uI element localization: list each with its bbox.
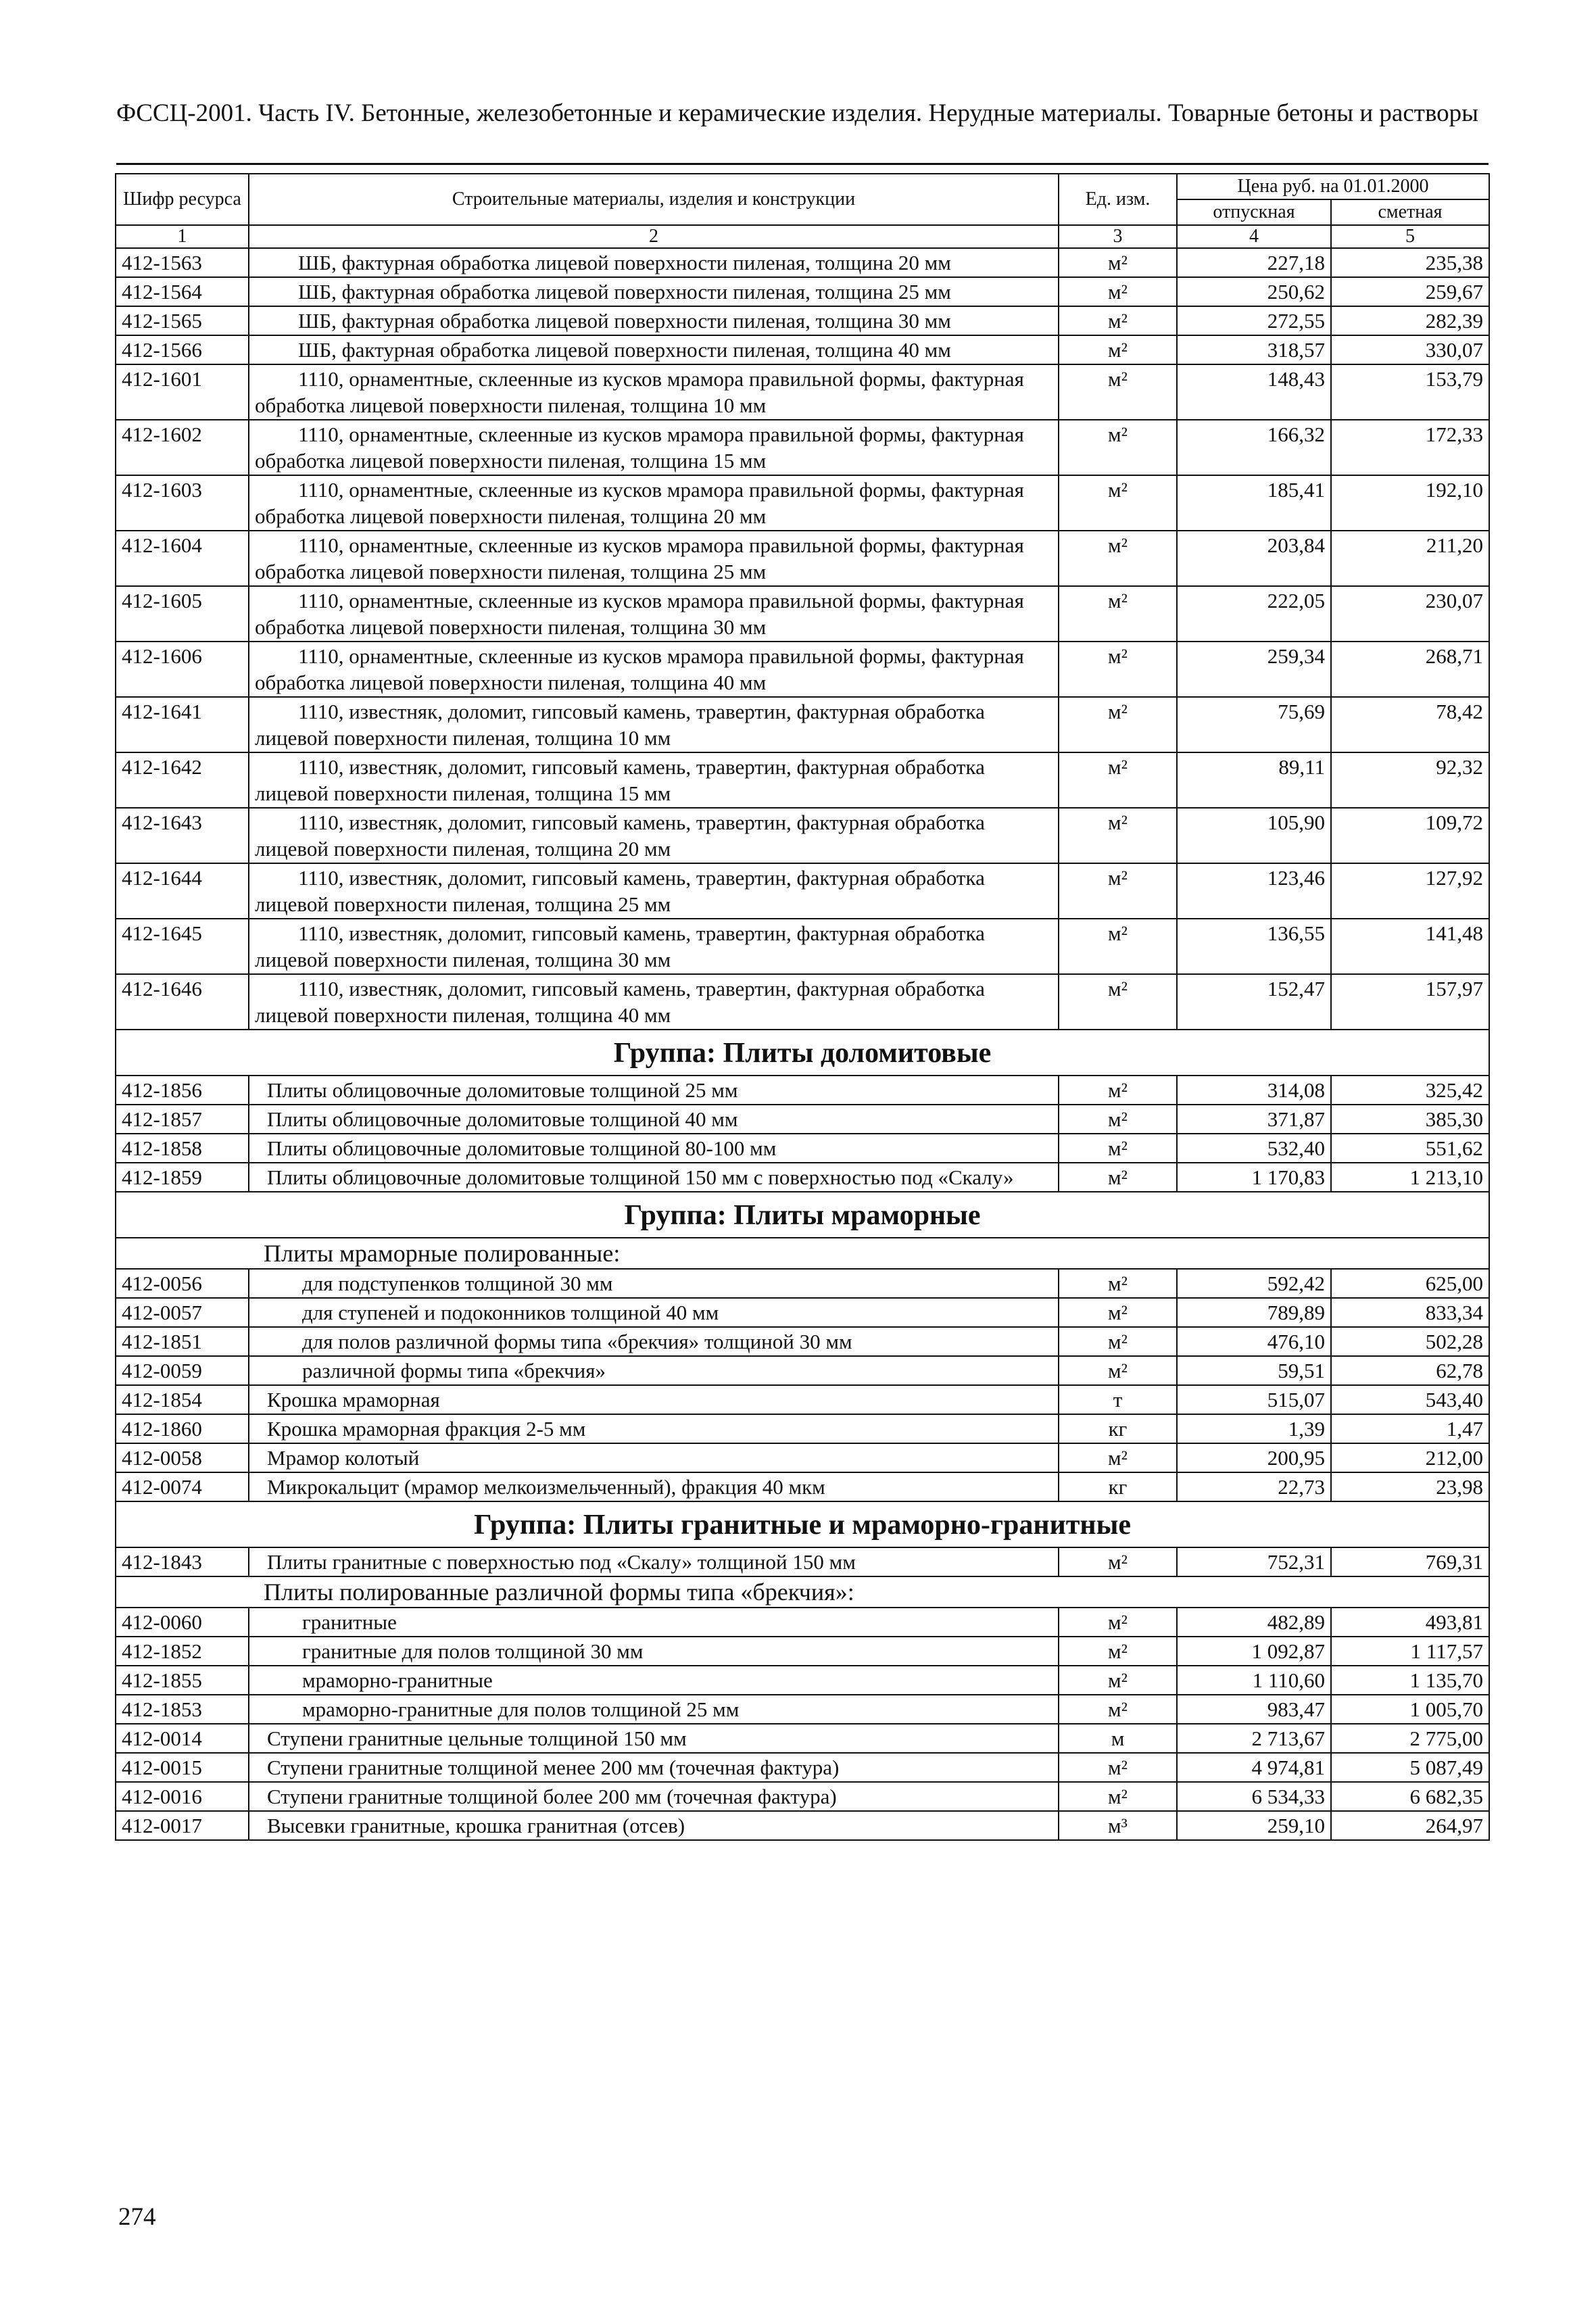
estimate-price: 625,00 [1331, 1269, 1489, 1298]
estimate-price: 127,92 [1331, 863, 1489, 919]
table-row [116, 919, 1489, 974]
resource-code: 412-0015 [116, 1753, 249, 1782]
unit-of-measure: м² [1059, 1076, 1177, 1105]
estimate-price: 1 117,57 [1331, 1637, 1489, 1666]
resource-code: 412-1858 [116, 1134, 249, 1163]
resource-code: 412-1644 [116, 863, 249, 919]
group-heading-row [116, 1030, 1489, 1076]
estimate-price: 543,40 [1331, 1385, 1489, 1414]
estimate-price: 385,30 [1331, 1105, 1489, 1134]
item-description: 1110, известняк, доломит, гипсовый камень, травертин, фактурная обработка лицевой поверхности пиленая, толщина 40 мм [249, 974, 1059, 1030]
resource-code: 412-1645 [116, 919, 249, 974]
table-row [116, 1134, 1489, 1163]
unit-of-measure: м² [1059, 1782, 1177, 1811]
table-row [116, 1327, 1489, 1356]
table-row [116, 1724, 1489, 1753]
resource-code: 412-1854 [116, 1385, 249, 1414]
item-description: мраморно-гранитные для полов толщиной 25 мм [249, 1695, 1059, 1724]
column-number: 3 [1059, 225, 1177, 248]
resource-code: 412-1564 [116, 277, 249, 306]
release-price: 250,62 [1177, 277, 1331, 306]
unit-of-measure: м² [1059, 1298, 1177, 1327]
release-price: 136,55 [1177, 919, 1331, 974]
resource-code: 412-1603 [116, 475, 249, 531]
unit-of-measure: м² [1059, 919, 1177, 974]
item-description: 1110, известняк, доломит, гипсовый камень, травертин, фактурная обработка лицевой поверхности пиленая, толщина 25 мм [249, 863, 1059, 919]
resource-code: 412-1566 [116, 335, 249, 364]
column-number: 2 [249, 225, 1059, 248]
unit-of-measure: м² [1059, 697, 1177, 752]
unit-of-measure: м³ [1059, 1811, 1177, 1840]
item-description: Мрамор колотый [249, 1443, 1059, 1472]
estimate-price: 172,33 [1331, 420, 1489, 475]
subheading-title: Плиты мраморные полированные: [116, 1238, 1489, 1269]
table-row [116, 974, 1489, 1030]
table-row [116, 420, 1489, 475]
unit-of-measure: кг [1059, 1472, 1177, 1501]
unit-of-measure: м² [1059, 1356, 1177, 1385]
page-header: ФССЦ-2001. Часть IV. Бетонные, железобетонные и керамические изделия. Нерудные материалы. Товарные бетоны и растворы [116, 99, 1479, 127]
release-price: 203,84 [1177, 531, 1331, 586]
unit-of-measure: м² [1059, 1547, 1177, 1576]
estimate-price: 62,78 [1331, 1356, 1489, 1385]
table-row [116, 752, 1489, 808]
item-description: гранитные [249, 1608, 1059, 1637]
estimate-price: 769,31 [1331, 1547, 1489, 1576]
table-header-row [116, 174, 1489, 199]
unit-of-measure: м² [1059, 364, 1177, 420]
item-description: 1110, орнаментные, склеенные из кусков мрамора правильной формы, фактурная обработка лицевой поверхности пиленая, толщина 20 мм [249, 475, 1059, 531]
unit-of-measure: м² [1059, 586, 1177, 642]
resource-code: 412-0059 [116, 1356, 249, 1385]
release-price: 222,05 [1177, 586, 1331, 642]
unit-of-measure: м² [1059, 1695, 1177, 1724]
item-description: Плиты облицовочные доломитовые толщиной 80-100 мм [249, 1134, 1059, 1163]
unit-of-measure: м² [1059, 1269, 1177, 1298]
item-description: 1110, известняк, доломит, гипсовый камень, травертин, фактурная обработка лицевой поверхности пиленая, толщина 30 мм [249, 919, 1059, 974]
estimate-price: 78,42 [1331, 697, 1489, 752]
unit-of-measure: м² [1059, 1753, 1177, 1782]
table-row [116, 1666, 1489, 1695]
item-description: Высевки гранитные, крошка гранитная (отсев) [249, 1811, 1059, 1840]
header-rule [116, 163, 1489, 165]
resource-code: 412-0014 [116, 1724, 249, 1753]
release-price: 2 713,67 [1177, 1724, 1331, 1753]
release-price: 476,10 [1177, 1327, 1331, 1356]
unit-of-measure: м² [1059, 863, 1177, 919]
resource-code: 412-1856 [116, 1076, 249, 1105]
estimate-price: 157,97 [1331, 974, 1489, 1030]
price-table [115, 173, 1490, 1841]
release-price: 515,07 [1177, 1385, 1331, 1414]
table-row [116, 1385, 1489, 1414]
item-description: Ступени гранитные толщиной более 200 мм (точечная фактура) [249, 1782, 1059, 1811]
resource-code: 412-1601 [116, 364, 249, 420]
unit-of-measure: м² [1059, 1608, 1177, 1637]
subheading-row [116, 1576, 1489, 1608]
release-price: 532,40 [1177, 1134, 1331, 1163]
resource-code: 412-1855 [116, 1666, 249, 1695]
table-row [116, 642, 1489, 697]
item-description: Плиты гранитные с поверхностью под «Скалу» толщиной 150 мм [249, 1547, 1059, 1576]
item-description: 1110, известняк, доломит, гипсовый камень, травертин, фактурная обработка лицевой поверхности пиленая, толщина 10 мм [249, 697, 1059, 752]
resource-code: 412-1602 [116, 420, 249, 475]
release-price: 272,55 [1177, 306, 1331, 335]
item-description: ШБ, фактурная обработка лицевой поверхности пиленая, толщина 20 мм [249, 248, 1059, 277]
item-description: Крошка мраморная фракция 2-5 мм [249, 1414, 1059, 1443]
release-price: 105,90 [1177, 808, 1331, 863]
estimate-price: 211,20 [1331, 531, 1489, 586]
resource-code: 412-1851 [116, 1327, 249, 1356]
item-description: Крошка мраморная [249, 1385, 1059, 1414]
table-row [116, 1163, 1489, 1192]
unit-of-measure: м² [1059, 1163, 1177, 1192]
header-release-price: отпускная [1177, 199, 1331, 225]
item-description: различной формы типа «брекчия» [249, 1356, 1059, 1385]
unit-of-measure: м² [1059, 1327, 1177, 1356]
release-price: 185,41 [1177, 475, 1331, 531]
release-price: 152,47 [1177, 974, 1331, 1030]
estimate-price: 259,67 [1331, 277, 1489, 306]
table-row [116, 1105, 1489, 1134]
release-price: 259,34 [1177, 642, 1331, 697]
estimate-price: 1 135,70 [1331, 1666, 1489, 1695]
table-row [116, 1608, 1489, 1637]
unit-of-measure: м² [1059, 335, 1177, 364]
item-description: 1110, орнаментные, склеенные из кусков мрамора правильной формы, фактурная обработка лицевой поверхности пиленая, толщина 25 мм [249, 531, 1059, 586]
estimate-price: 833,34 [1331, 1298, 1489, 1327]
unit-of-measure: м² [1059, 248, 1177, 277]
resource-code: 412-0016 [116, 1782, 249, 1811]
item-description: ШБ, фактурная обработка лицевой поверхности пиленая, толщина 40 мм [249, 335, 1059, 364]
item-description: Ступени гранитные цельные толщиной 150 мм [249, 1724, 1059, 1753]
estimate-price: 1 213,10 [1331, 1163, 1489, 1192]
estimate-price: 235,38 [1331, 248, 1489, 277]
unit-of-measure: м² [1059, 1105, 1177, 1134]
estimate-price: 2 775,00 [1331, 1724, 1489, 1753]
estimate-price: 1,47 [1331, 1414, 1489, 1443]
estimate-price: 264,97 [1331, 1811, 1489, 1840]
subheading-row [116, 1238, 1489, 1269]
table-row [116, 1356, 1489, 1385]
table-row [116, 808, 1489, 863]
unit-of-measure: м² [1059, 475, 1177, 531]
resource-code: 412-1606 [116, 642, 249, 697]
resource-code: 412-1646 [116, 974, 249, 1030]
header-unit: Ед. изм. [1059, 174, 1177, 225]
table-row [116, 1695, 1489, 1724]
table-row [116, 335, 1489, 364]
group-title: Группа: Плиты доломитовые [116, 1030, 1489, 1076]
unit-of-measure: м² [1059, 808, 1177, 863]
table-row [116, 586, 1489, 642]
estimate-price: 551,62 [1331, 1134, 1489, 1163]
resource-code: 412-0017 [116, 1811, 249, 1840]
estimate-price: 330,07 [1331, 335, 1489, 364]
column-numbers-row [116, 225, 1489, 248]
table-row [116, 248, 1489, 277]
estimate-price: 502,28 [1331, 1327, 1489, 1356]
table-row [116, 1782, 1489, 1811]
resource-code: 412-1853 [116, 1695, 249, 1724]
unit-of-measure: м² [1059, 306, 1177, 335]
release-price: 148,43 [1177, 364, 1331, 420]
resource-code: 412-1859 [116, 1163, 249, 1192]
table-row [116, 1269, 1489, 1298]
release-price: 123,46 [1177, 863, 1331, 919]
subheading-title: Плиты полированные различной формы типа «брекчия»: [116, 1576, 1489, 1608]
column-number: 5 [1331, 225, 1489, 248]
item-description: 1110, орнаментные, склеенные из кусков мрамора правильной формы, фактурная обработка лицевой поверхности пиленая, толщина 40 мм [249, 642, 1059, 697]
estimate-price: 153,79 [1331, 364, 1489, 420]
resource-code: 412-1643 [116, 808, 249, 863]
release-price: 200,95 [1177, 1443, 1331, 1472]
release-price: 314,08 [1177, 1076, 1331, 1105]
table-row [116, 1443, 1489, 1472]
release-price: 259,10 [1177, 1811, 1331, 1840]
item-description: для подступенков толщиной 30 мм [249, 1269, 1059, 1298]
estimate-price: 1 005,70 [1331, 1695, 1489, 1724]
table-row [116, 1547, 1489, 1576]
item-description: 1110, орнаментные, склеенные из кусков мрамора правильной формы, фактурная обработка лицевой поверхности пиленая, толщина 15 мм [249, 420, 1059, 475]
table-row [116, 1753, 1489, 1782]
item-description: 1110, орнаментные, склеенные из кусков мрамора правильной формы, фактурная обработка лицевой поверхности пиленая, толщина 30 мм [249, 586, 1059, 642]
estimate-price: 282,39 [1331, 306, 1489, 335]
release-price: 1 170,83 [1177, 1163, 1331, 1192]
table-row [116, 863, 1489, 919]
header-estimate-price: сметная [1331, 199, 1489, 225]
release-price: 371,87 [1177, 1105, 1331, 1134]
group-heading-row [116, 1192, 1489, 1238]
table-row [116, 475, 1489, 531]
estimate-price: 212,00 [1331, 1443, 1489, 1472]
table-row [116, 1076, 1489, 1105]
unit-of-measure: т [1059, 1385, 1177, 1414]
item-description: ШБ, фактурная обработка лицевой поверхности пиленая, толщина 25 мм [249, 277, 1059, 306]
unit-of-measure: м² [1059, 1443, 1177, 1472]
item-description: 1110, орнаментные, склеенные из кусков мрамора правильной формы, фактурная обработка лицевой поверхности пиленая, толщина 10 мм [249, 364, 1059, 420]
release-price: 482,89 [1177, 1608, 1331, 1637]
table-row [116, 531, 1489, 586]
item-description: Плиты облицовочные доломитовые толщиной 40 мм [249, 1105, 1059, 1134]
unit-of-measure: м² [1059, 752, 1177, 808]
unit-of-measure: м [1059, 1724, 1177, 1753]
resource-code: 412-1852 [116, 1637, 249, 1666]
item-description: Микрокальцит (мрамор мелкоизмельченный), фракция 40 мкм [249, 1472, 1059, 1501]
release-price: 4 974,81 [1177, 1753, 1331, 1782]
release-price: 752,31 [1177, 1547, 1331, 1576]
unit-of-measure: м² [1059, 277, 1177, 306]
group-title: Группа: Плиты мраморные [116, 1192, 1489, 1238]
release-price: 318,57 [1177, 335, 1331, 364]
release-price: 6 534,33 [1177, 1782, 1331, 1811]
release-price: 1 110,60 [1177, 1666, 1331, 1695]
resource-code: 412-0057 [116, 1298, 249, 1327]
estimate-price: 141,48 [1331, 919, 1489, 974]
estimate-price: 268,71 [1331, 642, 1489, 697]
unit-of-measure: м² [1059, 531, 1177, 586]
resource-code: 412-0074 [116, 1472, 249, 1501]
group-title: Группа: Плиты гранитные и мраморно-гранитные [116, 1501, 1489, 1547]
table-row [116, 364, 1489, 420]
unit-of-measure: м² [1059, 420, 1177, 475]
estimate-price: 192,10 [1331, 475, 1489, 531]
estimate-price: 23,98 [1331, 1472, 1489, 1501]
item-description: 1110, известняк, доломит, гипсовый камень, травертин, фактурная обработка лицевой поверхности пиленая, толщина 20 мм [249, 808, 1059, 863]
column-number: 4 [1177, 225, 1331, 248]
table-row [116, 306, 1489, 335]
resource-code: 412-1641 [116, 697, 249, 752]
table-row [116, 1637, 1489, 1666]
header-description: Строительные материалы, изделия и конструкции [249, 174, 1059, 225]
resource-code: 412-1563 [116, 248, 249, 277]
header-price: Цена руб. на 01.01.2000 [1177, 174, 1489, 199]
estimate-price: 230,07 [1331, 586, 1489, 642]
release-price: 89,11 [1177, 752, 1331, 808]
resource-code: 412-1605 [116, 586, 249, 642]
release-price: 59,51 [1177, 1356, 1331, 1385]
item-description: Ступени гранитные толщиной менее 200 мм (точечная фактура) [249, 1753, 1059, 1782]
unit-of-measure: кг [1059, 1414, 1177, 1443]
table-row [116, 697, 1489, 752]
item-description: мраморно-гранитные [249, 1666, 1059, 1695]
unit-of-measure: м² [1059, 642, 1177, 697]
resource-code: 412-1565 [116, 306, 249, 335]
release-price: 75,69 [1177, 697, 1331, 752]
resource-code: 412-1860 [116, 1414, 249, 1443]
estimate-price: 5 087,49 [1331, 1753, 1489, 1782]
resource-code: 412-1857 [116, 1105, 249, 1134]
unit-of-measure: м² [1059, 974, 1177, 1030]
header-code: Шифр ресурса [116, 174, 249, 225]
item-description: Плиты облицовочные доломитовые толщиной 25 мм [249, 1076, 1059, 1105]
release-price: 227,18 [1177, 248, 1331, 277]
estimate-price: 493,81 [1331, 1608, 1489, 1637]
resource-code: 412-1642 [116, 752, 249, 808]
release-price: 166,32 [1177, 420, 1331, 475]
estimate-price: 109,72 [1331, 808, 1489, 863]
release-price: 789,89 [1177, 1298, 1331, 1327]
unit-of-measure: м² [1059, 1666, 1177, 1695]
estimate-price: 92,32 [1331, 752, 1489, 808]
release-price: 592,42 [1177, 1269, 1331, 1298]
page-number: 274 [118, 2203, 156, 2231]
resource-code: 412-1604 [116, 531, 249, 586]
estimate-price: 325,42 [1331, 1076, 1489, 1105]
resource-code: 412-1843 [116, 1547, 249, 1576]
table-row [116, 1811, 1489, 1840]
table-row [116, 277, 1489, 306]
item-description: для полов различной формы типа «брекчия» толщиной 30 мм [249, 1327, 1059, 1356]
unit-of-measure: м² [1059, 1637, 1177, 1666]
resource-code: 412-0056 [116, 1269, 249, 1298]
release-price: 22,73 [1177, 1472, 1331, 1501]
item-description: для ступеней и подоконников толщиной 40 мм [249, 1298, 1059, 1327]
item-description: гранитные для полов толщиной 30 мм [249, 1637, 1059, 1666]
group-heading-row [116, 1501, 1489, 1547]
table-row [116, 1298, 1489, 1327]
item-description: ШБ, фактурная обработка лицевой поверхности пиленая, толщина 30 мм [249, 306, 1059, 335]
resource-code: 412-0060 [116, 1608, 249, 1637]
item-description: 1110, известняк, доломит, гипсовый камень, травертин, фактурная обработка лицевой поверхности пиленая, толщина 15 мм [249, 752, 1059, 808]
unit-of-measure: м² [1059, 1134, 1177, 1163]
release-price: 1,39 [1177, 1414, 1331, 1443]
release-price: 1 092,87 [1177, 1637, 1331, 1666]
column-number: 1 [116, 225, 249, 248]
estimate-price: 6 682,35 [1331, 1782, 1489, 1811]
release-price: 983,47 [1177, 1695, 1331, 1724]
item-description: Плиты облицовочные доломитовые толщиной 150 мм с поверхностью под «Скалу» [249, 1163, 1059, 1192]
resource-code: 412-0058 [116, 1443, 249, 1472]
table-row [116, 1472, 1489, 1501]
table-row [116, 1414, 1489, 1443]
